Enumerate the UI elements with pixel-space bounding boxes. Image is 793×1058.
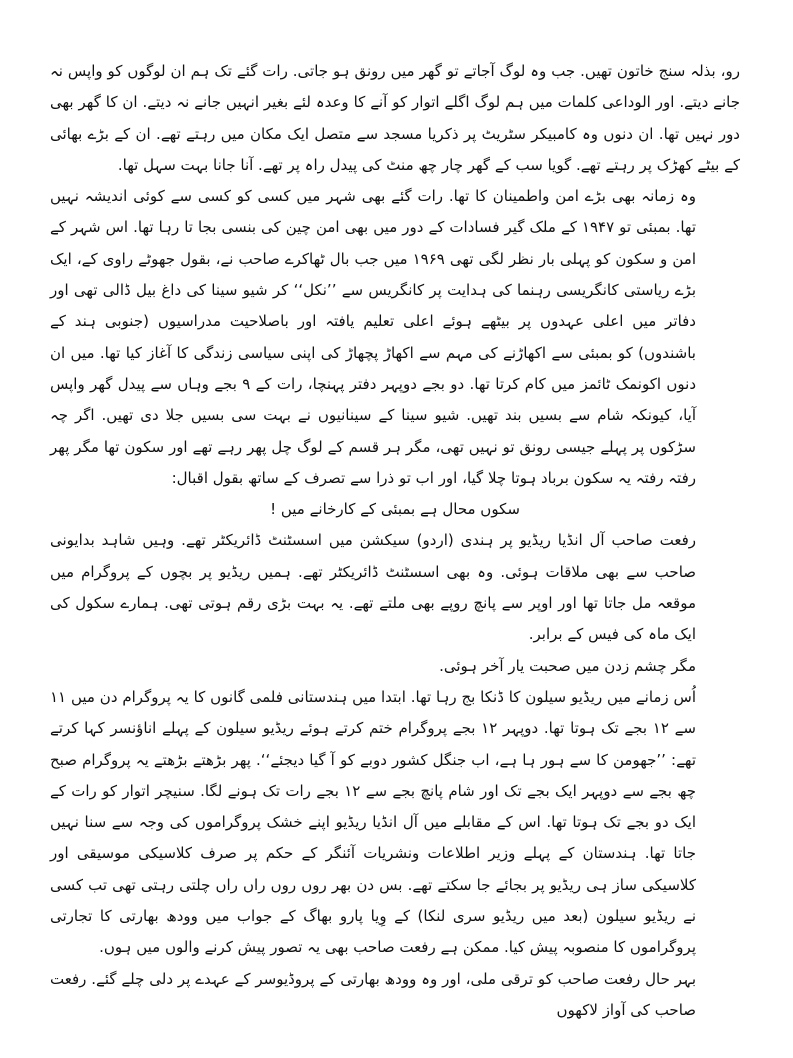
paragraph-5: اُس زمانے میں ریڈیو سیلون کا ڈنکا بج رہا تھا. ابتدا میں ہندستانی فلمی گانوں کا یہ پروگرام دن میں ۱۱ سے ۱۲ بجے تک ہوتا تھا. دوپہر ۱۲ بجے پروگرام ختم کرتے ہوئے ریڈیو سیلون کے پہلے اناؤنسر کہا کرتے تھے: ’’جھومن کا سے ہور ہا ہے، اب جنگل کشور دوبے کو آ گیا دیجئے‘‘. پھر بڑھتے بڑھتے یہ پروگرام صبح چھ بجے سے دوپہر ایک بجے تک اور شام پانچ بجے سے ۱۲ بجے رات تک ہونے لگا. سنیچر اتوار کو رات کے ایک دو بجے تک ہوتا تھا. اس کے مقابلے میں آل انڈیا ریڈیو اپنے خشک پروگراموں کی وجہ سے سنا نہیں جاتا تھا. ہندستان کے پہلے وزیر اطلاعات ونشریات آئنگر کے حکم پر صرف کلاسیکی موسیقی اور کلاسیکی ساز ہی ریڈیو پر بجائے جا سکتے تھے. بس دن بھر روں روں راں راں چلتی رہتی تھی تب کسی نے ریڈیو سیلون (بعد میں ریڈیو سری لنکا) کے وِیا پارو بھاگ کے جواب میں وودھ بھارتی کا تجارتی پروگراموں کا منصوبہ پیش کیا. ممکن ہے رفعت صاحب بھی یہ تصور پیش کرنے والوں میں ہوں. (50, 687, 696, 957)
paragraph-6: بہر حال رفعت صاحب کو ترقی ملی، اور وہ وودھ بھارتی کے پروڈیوسر کے عہدے پر دلی چلے گئے. رفعت صاحب کی آواز لاکھوں (50, 969, 696, 1019)
poetry-line: سکوں محال ہے بمبئی کے کارخانے میں ! (270, 500, 520, 519)
paragraph-2: وہ زمانہ بھی بڑے امن واطمینان کا تھا. رات گئے بھی شہر میں کسی کو کسی سے کوئی اندیشہ نہیں تھا. بمبئی تو ۱۹۴۷ کے ملک گیر فسادات کے دور میں بھی امن چین کی بنسی بجا تا رہا تھا. اس شہر کے امن و سکون کو پہلی بار نظر لگی تھی ۱۹۶۹ میں جب بال ٹھاکرے صاحب نے، بقول جھوٹے راوی کے، ایک بڑے ریاستی کانگریسی رہنما کی ہدایت پر کانگریس سے ’’نکل‘‘ کر شیو سینا کی داغ بیل ڈالی تھی اور دفاتر میں اعلی عہدوں پر بیٹھے ہوئے اعلی تعلیم یافتہ اور باصلاحیت مدراسیوں (جنوبی ہند کے باشندوں) کو بمبئی سے اکھاڑنے کی مہم سے اکھاڑ پچھاڑ کی اپنی سیاسی زندگی کا آغاز کیا تھا. میں ان دنوں اکونمک ٹائمز میں کام کرتا تھا. دو بجے دوپہر دفتر پہنچا، رات کے ۹ بجے وہاں سے پیدل گھر واپس آیا، کیونکہ شام سے بسیں بند تھیں. شیو سینا کے سینانیوں نے بہت سی بسیں جلا دی تھیں. اگر چہ سڑکوں پر پہلے جیسی رونق تو نہیں تھی، مگر ہر قسم کے لوگ چل پھر رہے تھے اور سکون تھا مگر پھر رفتہ رفتہ یہ سکون برباد ہوتا چلا گیا، اور اب تو ذرا سے تصرف کے ساتھ بقول اقبال: (50, 187, 696, 487)
paragraph-1: رو، بذلہ سنج خاتون تھیں. جب وہ لوگ آجاتے تو گھر میں رونق ہو جاتی. رات گئے تک ہم ان لوگوں کو واپس نہ جانے دیتے. اور الوداعی کلمات میں ہم لوگ اگلے اتوار کو آنے کا وعدہ لئے بغیر انہیں جانے نہ دیتے. ان کا گھر بھی دور نہیں تھا. ان دنوں وہ کامبیکر سٹریٹ پر ذکریا مسجد سے متصل ایک مکان میں رہتے تھے. ان کے بڑے بھائی کے بیٹے کھڑک پر رہتے تھے. گویا سب کے گھر چار چھ منٹ کی پیدل راہ پر تھے. آنا جانا بہت سہل تھا. (50, 62, 740, 174)
paragraph-4: مگر چشم زدن میں صحبت یار آخر ہوئی. (439, 656, 696, 675)
document-page (50, 56, 740, 1026)
paragraph-3: رفعت صاحب آل انڈیا ریڈیو پر ہندی (اردو) سیکشن میں اسسٹنٹ ڈائریکٹر تھے. وہیں شاہد بدایونی صاحب سے بھی ملاقات ہوئی. وہ بھی اسسٹنٹ ڈائریکٹر تھے. ہمیں ریڈیو پر بچوں کے پروگرام میں موقعہ مل جاتا تھا اور اوپر سے پانچ روپے بھی ملتے تھے. یہ بہت بڑی رقم ہوتی تھی. ہمارے سکول کی ایک ماہ کی فیس کے برابر. (50, 531, 696, 644)
